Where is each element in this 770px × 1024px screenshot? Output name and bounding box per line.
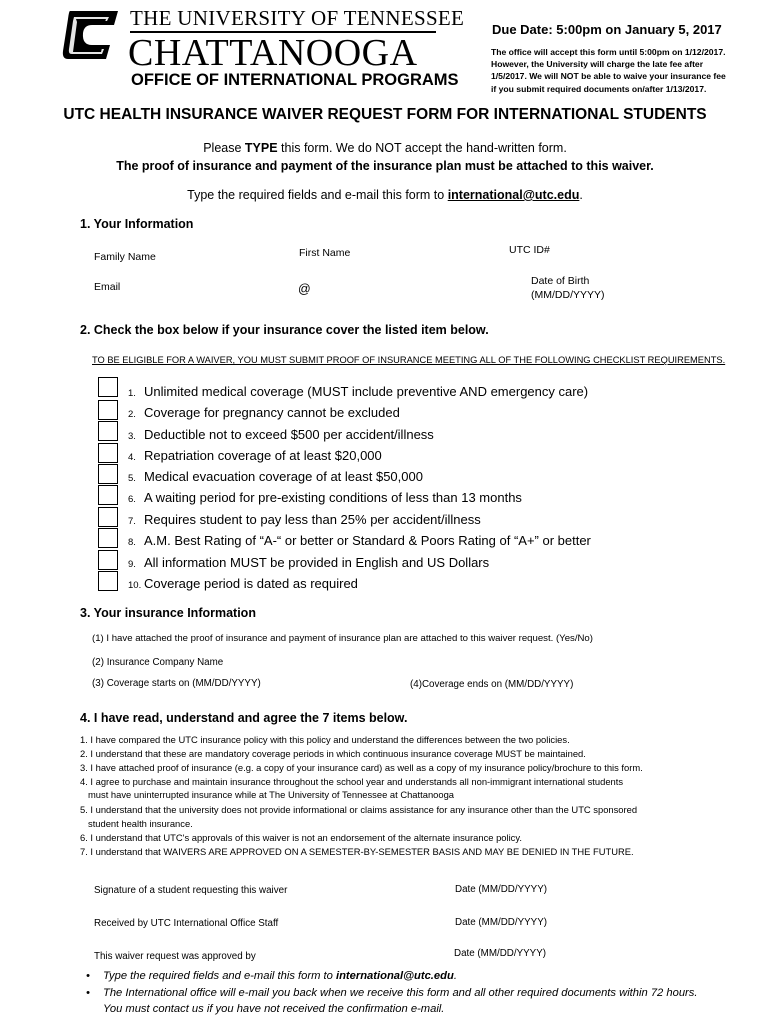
first-name-label: First Name (299, 247, 351, 259)
bullet-icon: • (86, 987, 90, 999)
checklist-item (128, 555, 489, 570)
due-note (491, 46, 751, 95)
dob-label-line1: Date of Birth (531, 275, 590, 287)
form-title: UTC HEALTH INSURANCE WAIVER REQUEST FORM FOR INTERNATIONAL STUDENTS (63, 106, 707, 123)
checklist-num: 2. (128, 409, 136, 420)
checklist-text: Repatriation coverage of at least $20,000 (144, 448, 382, 463)
checklist-text: Coverage period is dated as required (144, 576, 358, 591)
agree-item: 6. I understand that UTC's approvals of this waiver is not an endorsement of the alternate insurance policy. (80, 832, 522, 843)
intro-email-link[interactable]: international@utc.edu (447, 188, 580, 202)
received-by-label: Received by UTC International Office Staff (94, 918, 279, 929)
intro-please: Please (203, 141, 245, 155)
checklist-item (128, 490, 522, 505)
footer-email[interactable]: international@utc.edu (335, 970, 454, 982)
agree-item: 5. I understand that the university does not provide informational or claims assistance for any insurance other than the UTC sponsored (80, 804, 638, 815)
due-note-line: The office will accept this form until 5:00pm on 1/12/2017. (491, 47, 726, 57)
checklist-text: A waiting period for pre-existing conditions of less than 13 months (144, 490, 522, 505)
section3-heading: 3. Your insurance Information (80, 606, 256, 620)
intro-email-suffix: . (579, 188, 583, 202)
checkbox-item-8[interactable] (98, 528, 118, 548)
intro-email-prefix: Type the required fields and e-mail this form to (187, 188, 448, 202)
agree-item: 7. I understand that WAIVERS ARE APPROVED ON A SEMESTER-BY-SEMESTER BASIS AND MAY BE DENIED IN THE FUTURE. (80, 846, 634, 857)
utc-logo-icon (62, 9, 120, 61)
checklist-item (128, 512, 481, 527)
due-note-line: However, the University will charge the late fee after (491, 59, 704, 70)
dob-label-line2: (MM/DD/YYYY) (531, 289, 605, 301)
checkbox-item-2[interactable] (98, 400, 118, 420)
checklist-text: Medical evacuation coverage of at least $50,000 (144, 469, 423, 484)
checklist-num: 1. (128, 388, 136, 399)
checkbox-item-7[interactable] (98, 507, 118, 527)
checkbox-item-10[interactable] (98, 571, 118, 591)
agree-item: 4. I agree to purchase and maintain insurance throughout the school year and understands all non-immigrant international students (80, 776, 624, 787)
checklist-num: 8. (128, 537, 136, 548)
checklist-item (128, 427, 434, 442)
checkbox-item-9[interactable] (98, 550, 118, 570)
due-date: Due Date: 5:00pm on January 5, 2017 (492, 22, 722, 37)
footer-bullet-2-line2: You must contact us if you have not received the confirmation e-mail. (103, 1003, 445, 1015)
checklist-num: 4. (128, 452, 136, 463)
footer-bullet-2-line1: The International office will e-mail you back when we receive this form and all other required documents within 72 hours. (103, 987, 698, 999)
bullet-icon: • (86, 970, 90, 982)
insurance-q1: (1) I have attached the proof of insurance and payment of insurance plan are attached to this waiver request. (Yes/No) (92, 633, 593, 644)
checklist-text: Coverage for pregnancy cannot be excluded (144, 405, 400, 420)
section2-heading: 2. Check the box below if your insurance cover the listed item below. (80, 323, 489, 337)
checklist-item (128, 533, 591, 548)
intro-proof-line: The proof of insurance and payment of the insurance plan must be attached to this waiver. (116, 159, 654, 173)
agree-item: 1. I have compared the UTC insurance policy with this policy and understand the differences between the two policies. (80, 734, 570, 745)
family-name-label: Family Name (94, 251, 156, 263)
checklist-text: Requires student to pay less than 25% per accident/illness (144, 512, 481, 527)
checklist-item (128, 384, 588, 399)
checklist-item (128, 405, 400, 420)
student-signature-label: Signature of a student requesting this waiver (94, 885, 288, 896)
received-date-label: Date (MM/DD/YYYY) (455, 917, 547, 928)
checklist-text: All information MUST be provided in English and US Dollars (144, 555, 490, 570)
intro-please-line (0, 141, 770, 155)
email-label: Email (94, 281, 121, 293)
insurance-q2: (2) Insurance Company Name (92, 657, 224, 668)
checklist-item (128, 469, 423, 484)
checklist-num: 9. (128, 559, 136, 570)
checklist-text: Unlimited medical coverage (MUST include preventive AND emergency care) (144, 384, 589, 399)
student-date-label: Date (MM/DD/YYYY) (455, 884, 547, 895)
footer-bullet-1-prefix: Type the required fields and e-mail this form to (103, 970, 336, 982)
eligibility-notice: TO BE ELIGIBLE FOR A WAIVER, YOU MUST SUBMIT PROOF OF INSURANCE MEETING ALL OF THE FOLLOWING CHECKLIST REQUIREMENTS. (92, 355, 726, 365)
checkbox-item-6[interactable] (98, 485, 118, 505)
checkbox-item-3[interactable] (98, 421, 118, 441)
checklist-text: Deductible not to exceed $500 per accident/illness (144, 427, 434, 442)
checkbox-item-1[interactable] (98, 377, 118, 397)
at-sign: @ (298, 282, 311, 296)
office-name: OFFICE OF INTERNATIONAL PROGRAMS (131, 71, 459, 89)
agree-item: 2. I understand that these are mandatory coverage periods in which continuous insurance coverage MUST be maintained. (80, 748, 586, 759)
intro-after-type: this form. We do NOT accept the hand-written form. (277, 141, 567, 155)
checklist-item (128, 448, 382, 463)
due-note-line: 1/5/2017. We will NOT be able to waive your insurance fee (491, 71, 726, 82)
checklist-num: 10. (128, 580, 142, 591)
checklist-num: 7. (128, 516, 136, 527)
intro-email-line (0, 188, 770, 202)
footer-bullet-1 (103, 970, 457, 982)
footer-bullet-1-suffix: . (453, 970, 457, 982)
agree-item-cont: must have uninterrupted insurance while at The University of Tennessee at Chattanooga (88, 789, 455, 800)
due-note-line: if you submit required documents on/after 1/13/2017. (491, 83, 707, 94)
checklist-num: 6. (128, 494, 136, 505)
checklist-text: A.M. Best Rating of “A-“ or better or Standard & Poors Rating of “A+” or better (144, 533, 591, 548)
intro-type-word: TYPE (244, 141, 278, 155)
approved-date-label: Date (MM/DD/YYYY) (454, 948, 546, 959)
checklist-num: 3. (128, 431, 136, 442)
agree-item-cont: student health insurance. (88, 818, 193, 829)
checklist-item (128, 576, 358, 591)
insurance-q3: (3) Coverage starts on (MM/DD/YYYY) (92, 678, 261, 689)
checkbox-item-5[interactable] (98, 464, 118, 484)
checkbox-item-4[interactable] (98, 443, 118, 463)
section1-heading: 1. Your Information (80, 217, 194, 231)
university-line2: CHATTANOOGA (128, 32, 418, 74)
agree-item: 3. I have attached proof of insurance (e.g. a copy of your insurance card) as well as a copy of my insurance policy/brochure to this form. (80, 762, 643, 773)
checklist-num: 5. (128, 473, 136, 484)
section4-heading: 4. I have read, understand and agree the 7 items below. (80, 711, 408, 725)
utc-id-label: UTC ID# (509, 244, 550, 256)
insurance-q4: (4)Coverage ends on (MM/DD/YYYY) (410, 679, 574, 690)
approved-by-label: This waiver request was approved by (94, 951, 256, 962)
university-line1: THE UNIVERSITY OF TENNESSEE (130, 6, 465, 30)
